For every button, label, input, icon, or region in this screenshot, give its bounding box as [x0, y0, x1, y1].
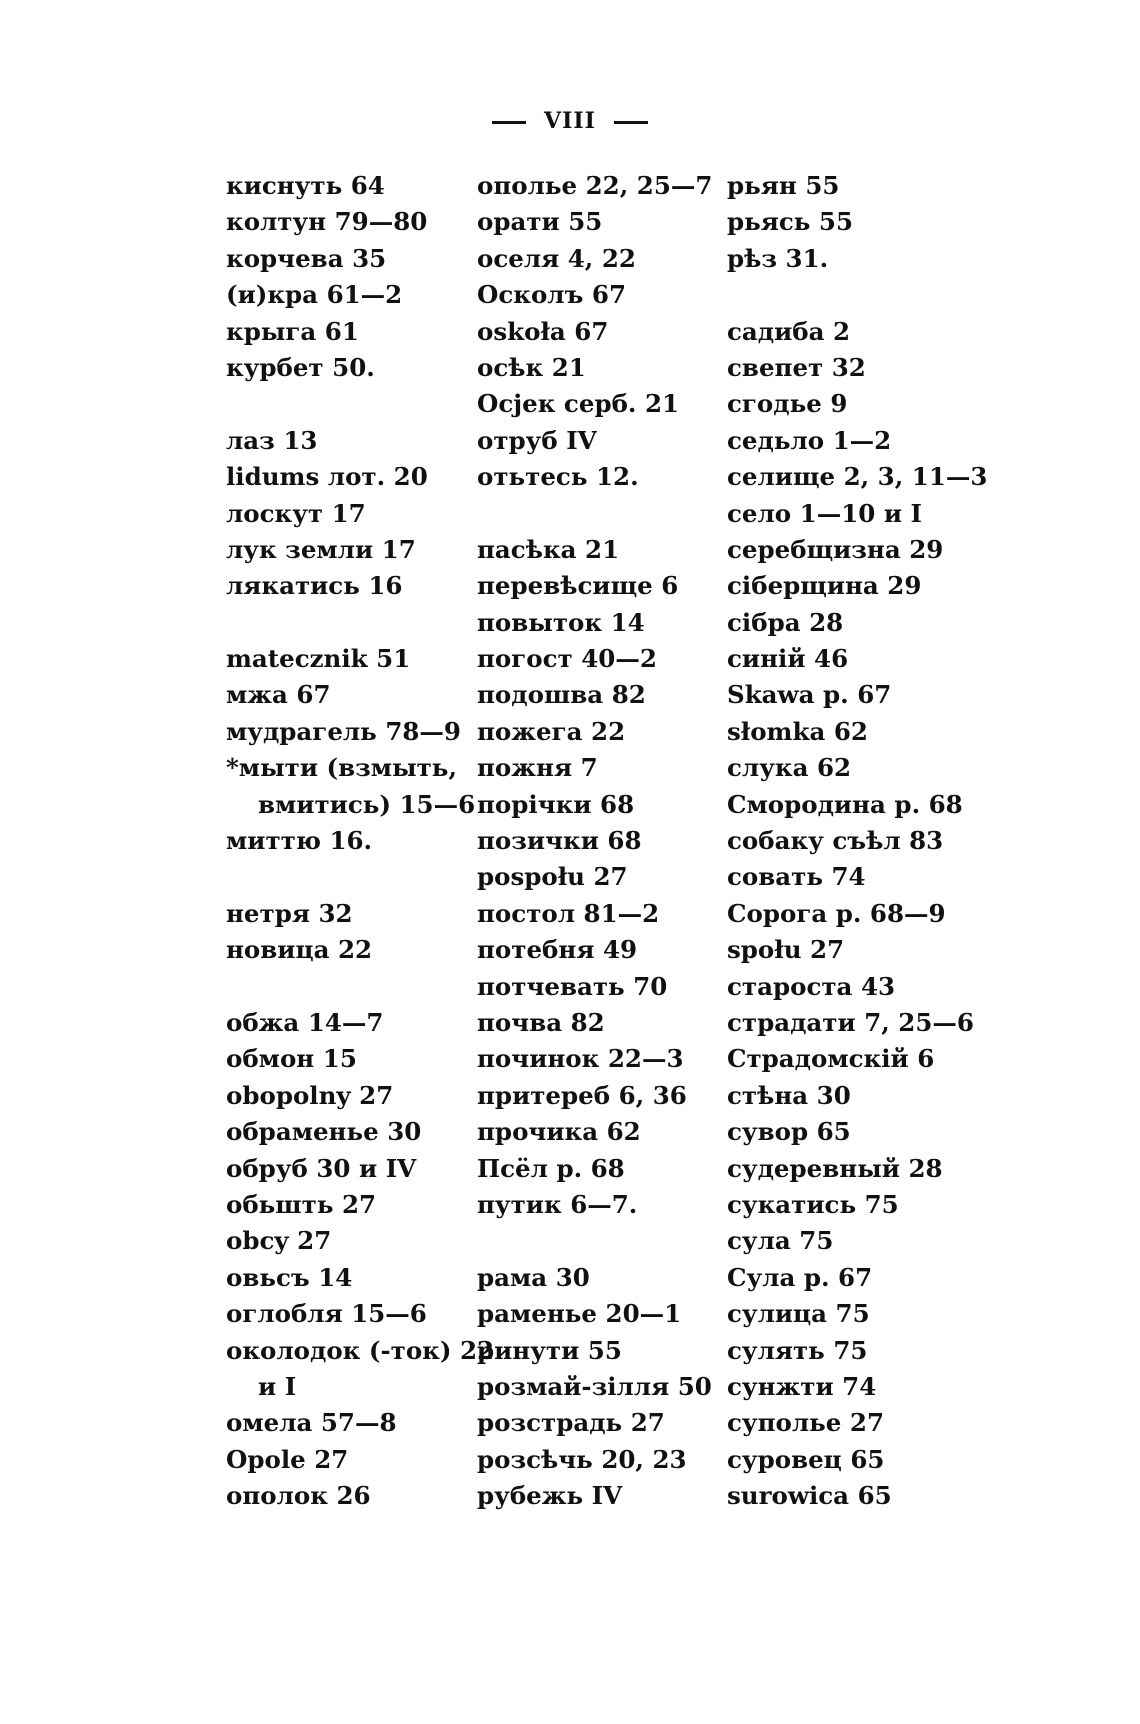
- index-entry: сібра 28: [727, 607, 844, 637]
- index-entry: społu 27: [727, 935, 845, 965]
- index-entry: собаку съѣл 83: [727, 826, 944, 856]
- index-entry: раменье 20—1: [477, 1299, 682, 1329]
- index-entry: порічки 68: [477, 789, 635, 819]
- index-entry: прочика 62: [477, 1117, 641, 1147]
- index-entry: ополок 26: [226, 1481, 371, 1511]
- index-entry: розмай-зілля 50: [477, 1371, 712, 1401]
- index-entry: путик 6—7.: [477, 1189, 638, 1219]
- blank-line: [477, 496, 712, 532]
- index-entry: сунжти 74: [727, 1371, 877, 1401]
- header-dash-right: [614, 121, 648, 124]
- index-entry: свепет 32: [727, 352, 866, 382]
- index-entry: новица 22: [226, 935, 373, 965]
- index-entry: позички 68: [477, 826, 642, 856]
- index-entry: притереб 6, 36: [477, 1080, 687, 1110]
- index-entry: пасѣка 21: [477, 534, 620, 564]
- index-entry: потебня 49: [477, 935, 638, 965]
- index-entry: корчева 35: [226, 243, 387, 273]
- index-entry: постол 81—2: [477, 898, 660, 928]
- index-entry: лякатись 16: [226, 571, 403, 601]
- index-entry: отьтесь 12.: [477, 462, 639, 492]
- blank-line: [477, 1223, 712, 1259]
- index-entry: оселя 4, 22: [477, 243, 636, 273]
- index-entry: стѣна 30: [727, 1080, 851, 1110]
- index-entry: обраменье 30: [226, 1117, 422, 1147]
- index-entry: Псёл р. 68: [477, 1153, 625, 1183]
- index-entry: селище 2, 3, 11—3: [727, 462, 988, 492]
- index-entry: село 1—10 и I: [727, 498, 922, 528]
- index-entry: починок 22—3: [477, 1044, 684, 1074]
- blank-line: [226, 969, 494, 1005]
- index-entry: обмон 15: [226, 1044, 357, 1074]
- index-column-2: [477, 168, 712, 1514]
- index-entry: oskoła 67: [477, 316, 609, 346]
- index-entry: орати 55: [477, 207, 603, 237]
- index-entry: Skawa р. 67: [727, 680, 892, 710]
- index-entry: Opole 27: [226, 1444, 349, 1474]
- index-entry: сула 75: [727, 1226, 834, 1256]
- index-entry: пожня 7: [477, 753, 598, 783]
- index-entry: сулица 75: [727, 1299, 870, 1329]
- index-entry: слука 62: [727, 753, 852, 783]
- index-entry: Смородина р. 68: [727, 789, 963, 819]
- index-entry: отруб IV: [477, 425, 597, 455]
- index-entry: суровец 65: [727, 1444, 885, 1474]
- index-entry: pospołu 27: [477, 862, 628, 892]
- blank-line: [727, 277, 987, 313]
- index-entry: рьян 55: [727, 171, 840, 200]
- blank-line: [226, 859, 494, 895]
- index-entry: сіберщина 29: [727, 571, 922, 601]
- index-entry: ополье 22, 25—7: [477, 171, 713, 200]
- index-entry: сувор 65: [727, 1117, 851, 1147]
- index-entry: ринути 55: [477, 1335, 622, 1365]
- index-entry: Осколъ 67: [477, 280, 626, 310]
- index-entry: обруб 30 и IV: [226, 1153, 417, 1183]
- index-entry: (и)кра 61—2: [226, 280, 403, 310]
- index-entry: вмитись) 15—6: [258, 789, 476, 819]
- index-entry: обжа 14—7: [226, 1007, 384, 1037]
- blank-line: [226, 386, 494, 422]
- index-entry: овьсъ 14: [226, 1262, 353, 1292]
- index-entry: matecznik 51: [226, 644, 411, 674]
- index-entry: Сорога р. 68—9: [727, 898, 946, 928]
- index-entry: рубежь IV: [477, 1481, 623, 1511]
- index-entry: розсѣчь 20, 23: [477, 1444, 687, 1474]
- index-entry: серебщизна 29: [727, 534, 944, 564]
- index-entry: и I: [258, 1371, 297, 1401]
- index-entry: погост 40—2: [477, 644, 657, 674]
- index-entry: повыток 14: [477, 607, 645, 637]
- index-entry: сгодье 9: [727, 389, 848, 419]
- index-entry: курбет 50.: [226, 352, 375, 382]
- index-entry: *мыти (взмыть,: [226, 753, 457, 783]
- index-entry: околодок (-ток) 22: [226, 1335, 495, 1365]
- index-entry: сукатись 75: [727, 1189, 899, 1219]
- index-column-3: [727, 168, 987, 1514]
- index-entry: обьшть 27: [226, 1189, 377, 1219]
- index-entry: рама 30: [477, 1262, 590, 1292]
- index-entry: Сула р. 67: [727, 1262, 873, 1292]
- page-number: VIII: [544, 108, 596, 134]
- index-entry: почва 82: [477, 1007, 605, 1037]
- index-entry: судеревный 28: [727, 1153, 943, 1183]
- index-entry: омела 57—8: [226, 1408, 397, 1438]
- index-entry: лаз 13: [226, 425, 318, 455]
- index-entry: совать 74: [727, 862, 866, 892]
- index-entry: рьясь 55: [727, 207, 854, 237]
- index-entry: крыга 61: [226, 316, 359, 346]
- index-entry: мжа 67: [226, 680, 331, 710]
- index-entry: нетря 32: [226, 898, 353, 928]
- index-entry: киснуть 64: [226, 171, 385, 200]
- index-entry: перевѣсище 6: [477, 571, 679, 601]
- index-entry: садиба 2: [727, 316, 851, 346]
- index-entry: потчевать 70: [477, 971, 668, 1001]
- index-entry: колтун 79—80: [226, 207, 428, 237]
- page-header: [0, 108, 1140, 134]
- index-entry: сулять 75: [727, 1335, 868, 1365]
- index-entry: рѣз 31.: [727, 243, 829, 273]
- index-entry: пожега 22: [477, 716, 626, 746]
- index-entry: лук земли 17: [226, 534, 416, 564]
- index-entry: słomka 62: [727, 716, 868, 746]
- index-entry: surowica 65: [727, 1481, 892, 1511]
- index-entry: obcy 27: [226, 1226, 332, 1256]
- index-entry: Осjек серб. 21: [477, 389, 680, 419]
- index-entry: lidums лот. 20: [226, 462, 428, 492]
- index-entry: седьло 1—2: [727, 425, 892, 455]
- header-dash-left: [492, 121, 526, 124]
- index-entry: лоскут 17: [226, 498, 366, 528]
- index-entry: страдати 7, 25—6: [727, 1007, 974, 1037]
- blank-line: [226, 605, 494, 641]
- index-entry: Страдомскій 6: [727, 1044, 935, 1074]
- index-entry: суполье 27: [727, 1408, 884, 1438]
- index-entry: синій 46: [727, 644, 849, 674]
- index-entry: осѣк 21: [477, 352, 586, 382]
- index-entry: подошва 82: [477, 680, 646, 710]
- index-entry: оглобля 15—6: [226, 1299, 427, 1329]
- index-entry: мудрагель 78—9: [226, 716, 461, 746]
- index-entry: миттю 16.: [226, 826, 373, 856]
- index-entry: obopolny 27: [226, 1080, 394, 1110]
- index-entry: староста 43: [727, 971, 896, 1001]
- index-entry: розстрадь 27: [477, 1408, 665, 1438]
- index-column-1: [226, 168, 494, 1514]
